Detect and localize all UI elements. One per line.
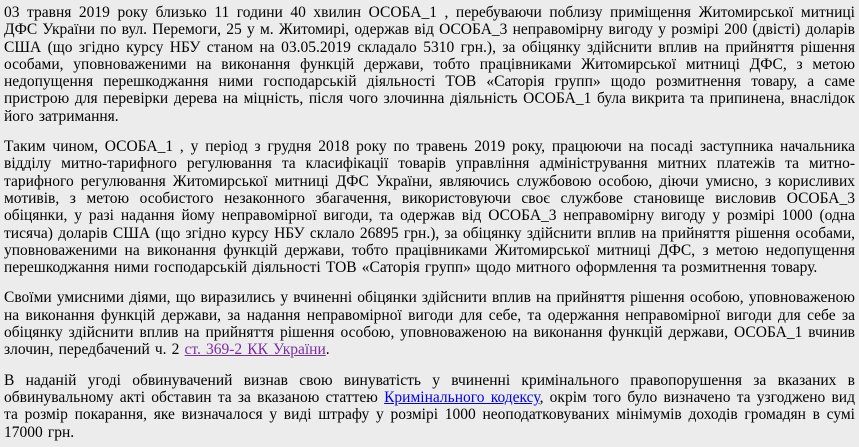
paragraph-text: В наданій угоді обвинувачений визнав свою винуватість у вчиненні кримінального правопорушення за вказаних в обвинувальному акті обставин та за вказаною статтею — [4, 371, 855, 406]
document-body — [4, 4, 855, 441]
criminal-code-link[interactable]: Кримінального кодексу — [384, 388, 540, 406]
paragraph-text: Таким чином, ОСОБА_1 , у період з грудня 2018 року по травень 2019 року, працюючи на посаді заступника начальника відділу митно-тарифного регулювання та класифікації товарів управління адміністрування митних платежів та митно-тарифного регулювання Житомирської митниці ДФС України, являючись службовою особою, діючи умисно, з корисливих мотивів, з метою особистого незаконного збагачення, використовуючи своє службове становище висловив ОСОБА_3 обіцянки, у разі надання йому неправомірної вигоди, та одержав від ОСОБА_3 неправомірну вигоду у розмірі 1000 (одна тисяча) доларів США (що згідно курсу НБУ склало 26895 грн.), за обіцянку здійснити вплив на прийняття рішення особами, уповноваженими на виконання функцій держави, тобто працівниками Житомирської митниці ДФС, з метою недопущення перешкоджання ними господарській діяльності ТОВ «Саторія групп» щодо митного оформлення та розмитнення товару. — [4, 138, 855, 277]
paragraph-text: , окрім того було визначено та узгоджено вид та розмір покарання, яке визначалося у виді штрафу у розмірі 1000 неоподатковуваних мінімумів доходів громадян в сумі 17000 грн. — [4, 388, 855, 441]
paragraph-1 — [4, 4, 855, 125]
paragraph-text: 03 травня 2019 року близько 11 години 40 хвилин ОСОБА_1 , перебуваючи поблизу приміщення Житомирської митниці ДФС України по вул. Перемоги, 25 у м. Житомирі, одержав від ОСОБА_3 неправомірну вигоду у розмірі 200 (двісті) доларів США (що згідно курсу НБУ станом на 03.05.2019 складало 5310 грн.), за обіцянку здійснити вплив на прийняття рішення особами, уповноваженими на виконання функцій держави, тобто працівниками Житомирської митниці ДФС, з метою недопущення перешкоджання ними господарській діяльності ТОВ «Саторія групп» щодо розмитнення товару, а саме пристрою для перевірки дерева на міцність, після чого злочинна діяльність ОСОБА_1 була викрита та припинена, внаслідок його затримання. — [4, 4, 855, 125]
paragraph-text: . — [325, 341, 330, 359]
paragraph-3 — [4, 289, 855, 358]
paragraph-4 — [4, 372, 855, 441]
paragraph-2 — [4, 138, 855, 276]
statute-link-369-2[interactable]: ст. 369-2 КК України — [184, 341, 326, 359]
paragraph-text: Своїми умисними діями, що виразились у вчиненні обіцянки здійснити вплив на прийняття рішення особою, уповноваженою на виконання функцій держави, за надання неправомірної вигоди для себе, та одержання неправомірної вигоди для себе за обіцянку здійснити вплив на прийняття рішення особою, уповноваженою на виконання функцій держави, ОСОБА_1 вчинив злочин, передбачений ч. 2 — [4, 289, 855, 359]
